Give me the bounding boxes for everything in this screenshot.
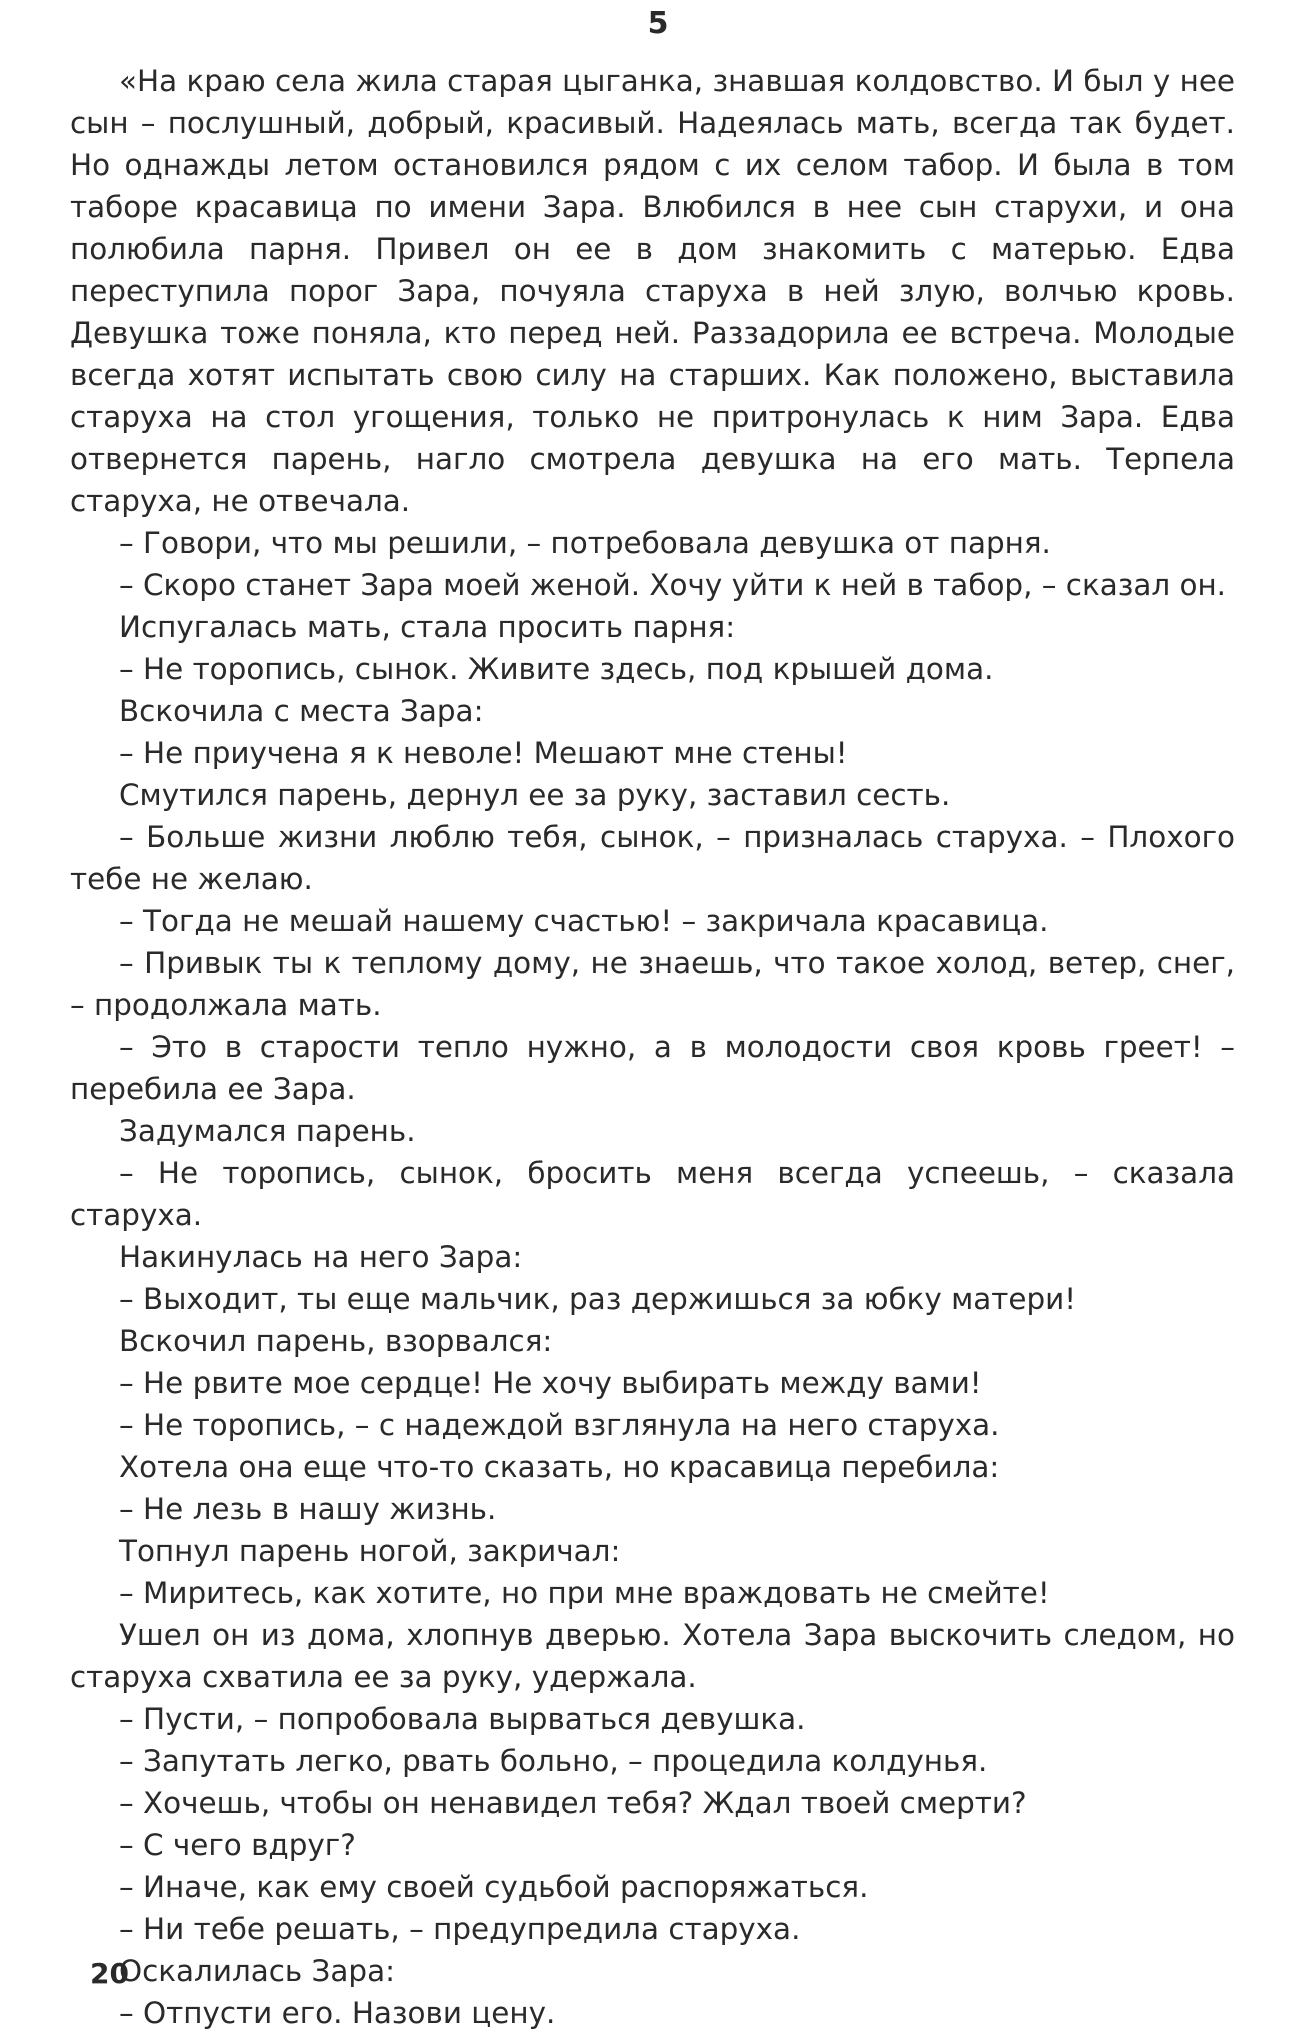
paragraph: – Это в старости тепло нужно, а в молодости своя кровь греет! – перебила ее Зара. (70, 1030, 1235, 1106)
paragraph: – Миритесь, как хотите, но при мне враждовать не смейте! (119, 1576, 1050, 1610)
paragraph: Оскалилась Зара: (119, 1954, 395, 1988)
paragraph: – Отпусти его. Назови цену. (119, 1996, 556, 2030)
paragraph: – Выходит, ты еще мальчик, раз держишься за юбку матери! (119, 1282, 1076, 1316)
paragraph: – Иначе, как ему своей судьбой распоряжаться. (119, 1870, 869, 1904)
paragraph: – Хочешь, чтобы он ненавидел тебя? Ждал твоей смерти? (119, 1786, 1027, 1820)
paragraph: Ушел он из дома, хлопнув дверью. Хотела Зара выскочить следом, но старуха схватила ее за руку, удержала. (70, 1618, 1235, 1694)
chapter-number: 5 (647, 6, 669, 41)
paragraph: – С чего вдруг? (119, 1828, 356, 1862)
paragraph: Испугалась мать, стала просить парня: (119, 610, 736, 644)
paragraph: – Привык ты к теплому дому, не знаешь, что такое холод, ветер, снег, – продолжала мать. (70, 946, 1235, 1022)
paragraph: – Скоро станет Зара моей женой. Хочу уйти к ней в табор, – сказал он. (119, 568, 1227, 602)
paragraph: Вскочил парень, взорвался: (119, 1324, 553, 1358)
paragraph: – Не рвите мое сердце! Не хочу выбирать между вами! (119, 1366, 982, 1400)
paragraph: Хотела она еще что-то сказать, но красавица перебила: (119, 1450, 1000, 1484)
paragraph: – Запутать легко, рвать больно, – процедила колдунья. (119, 1744, 988, 1778)
paragraph: «На краю села жила старая цыганка, знавшая колдовство. И был у нее сын – послушный, добрый, красивый. Надеялась мать, всегда так будет. Но однажды летом остановился рядом с их селом табор. И была в том таборе красавица по имени Зара. Влюбился в нее сын старухи, и она полюбила парня. Привел он ее в дом знакомить с матерью. Едва переступила порог Зара, почуяла старуха в ней злую, волчью кровь. Девушка тоже поняла, кто перед ней. Раззадорила ее встреча. Молодые всегда хотят испытать свою силу на старших. Как положено, выставила старуха на стол угощения, только не притронулась к ним Зара. Едва отвернется парень, нагло смотрела девушка на его мать. Терпела старуха, не отвечала. (70, 64, 1235, 518)
paragraph: – Не приучена я к неволе! Мешают мне стены! (119, 736, 848, 770)
paragraph: – Ни тебе решать, – предупредила старуха. (119, 1912, 801, 1946)
paragraph: Накинулась на него Зара: (119, 1240, 523, 1274)
page-body (70, 60, 1235, 2034)
paragraph: Смутился парень, дернул ее за руку, заставил сесть. (119, 778, 951, 812)
paragraph: Вскочила с места Зара: (119, 694, 484, 728)
paragraph: – Не торопись, сынок, бросить меня всегда успеешь, – сказала старуха. (70, 1156, 1235, 1232)
paragraph: – Говори, что мы решили, – потребовала девушка от парня. (119, 526, 1051, 560)
paragraph: – Не торопись, сынок. Живите здесь, под крышей дома. (119, 652, 994, 686)
paragraph: Топнул парень ногой, закричал: (119, 1534, 621, 1568)
paragraph: – Пусти, – попробовала вырваться девушка. (119, 1702, 806, 1736)
page-number: 20 (90, 1957, 129, 1990)
paragraph: – Больше жизни люблю тебя, сынок, – призналась старуха. – Плохого тебе не желаю. (70, 820, 1235, 896)
paragraph: – Не лезь в нашу жизнь. (119, 1492, 497, 1526)
paragraph: – Тогда не мешай нашему счастью! – закричала красавица. (119, 904, 1049, 938)
paragraph: – Не торопись, – с надеждой взглянула на него старуха. (119, 1408, 1000, 1442)
paragraph: Задумался парень. (119, 1114, 416, 1148)
